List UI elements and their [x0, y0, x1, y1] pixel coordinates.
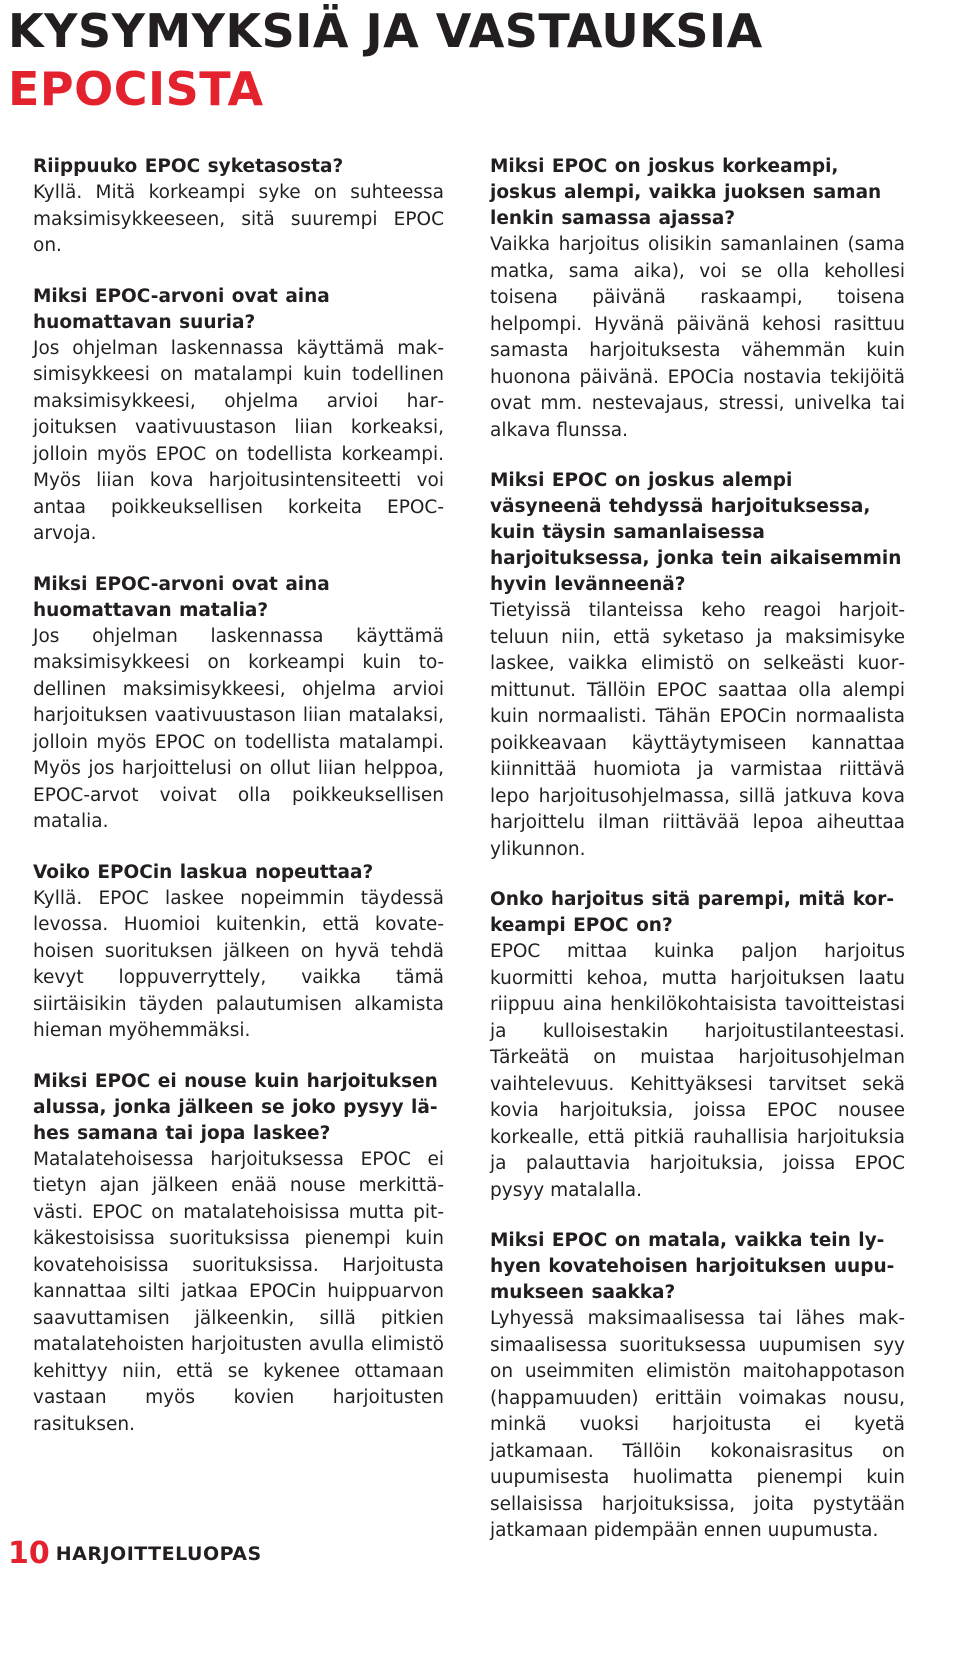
question: Miksi EPOC-arvoni ovat aina huomattavan suuria?: [33, 285, 330, 333]
question: Onko harjoitus sitä parempi, mitä korkeampi EPOC on?: [490, 889, 895, 936]
question: Miksi EPOC-arvoni ovat aina huomattavan matalia?: [33, 573, 330, 621]
qa-item: [490, 887, 905, 1204]
answer: Jos ohjelman laskennassa käyttämä maksimisykkeesi on korkeampi kuin todellinen maksimisykkeesi, ohjelma arvioi harjoituksen vaativuustason liian matalaksi, jolloin myös EPOC on todellista matalampi. Myös jos harjoittelusi on ollut liian helppoa, EPOC-arvot voivat olla poikkeuksellisen matalia.: [33, 625, 444, 832]
question: Voiko EPOCin laskua nopeuttaa?: [33, 861, 374, 883]
qa-item: [33, 860, 444, 1045]
answer: Lyhyessä maksimaalisessa tai lähes maksimaalisessa suorituksessa uupumisen syy on useimmiten elimistön maitohappotason (happamuuden) erittäin voimakas nousu, minkä vuoksi harjoitusta ei kyetä jatkamaan. Tällöin kokonaisrasitus on uupumisesta huolimatta pienempi kuin sellaisissa harjoituksissa, joita pystytään jatkamaan pidempään ennen uupumusta.: [490, 1308, 905, 1541]
qa-item: [490, 1228, 905, 1545]
qa-item: [33, 1069, 444, 1439]
qa-item: [33, 154, 444, 260]
answer: EPOC mittaa kuinka paljon harjoitus kuormitti kehoa, mutta harjoituksen laatu riippuu aina henkilökohtaisista tavoitteistasi ja kulloisestakin harjoitustilanteestasi. Tärkeätä on muistaa harjoitusohjelman vaihtelevuus. Kehittyäksesi tarvitset sekä kovia harjoituksia, joissa EPOC nousee korkealle, että pitkiä rauhallisia harjoituksia ja palauttavia harjoituksia, joissa EPOC pysyy matalalla.: [490, 941, 905, 1201]
answer: Kyllä. EPOC laskee nopeimmin täydessä levossa. Huomioi kuitenkin, että kovatehoisen suorituksen jälkeen on hyvä tehdä kevyt loppuverryttely, vaikka tämä siirtäisikin täyden palautumisen alkamista hieman myöhemmäksi.: [33, 887, 444, 1041]
answer: Vaikka harjoitus olisikin samanlainen (sama matka, sama aika), voi se olla kehollesi toisena päivänä raskaampi, toisena helpompi. Hyvänä päivänä kehosi rasittuu samasta harjoituksesta vähemmän kuin huonona päivänä. EPOCia nostavia tekijöitä ovat mm. nestevajaus, stressi, univelka tai alkava flunssa.: [490, 234, 905, 441]
answer: Jos ohjelman laskennassa käyttämä maksimisykkeesi on matalampi kuin todellinen maksimisykkeesi, ohjelma arvioi harjoituksen vaativuustason liian korkeaksi, jolloin myös EPOC on todellista korkeampi. Myös liian kova harjoitusintensiteetti voi antaa poikkeuksellisen korkeita EPOC-arvoja.: [33, 337, 444, 544]
qa-item: [490, 154, 905, 444]
question: Miksi EPOC ei nouse kuin harjoituksen alussa, jonka jälkeen se joko pysyy lähes samana tai jopa laskee?: [33, 1070, 438, 1144]
qa-item: [33, 284, 444, 548]
answer: Tietyissä tilanteissa keho reagoi harjoitteluun niin, että syketaso ja maksimisyke laskee, vaikka elimistö on selkeästi kuormittunut. Tällöin EPOC saattaa olla alempi kuin normaalisti. Tähän EPOCin normaalista poikkeavaan käyttäytymiseen kannattaa kiinnittää huomiota ja varmistaa riittävä lepo harjoitusohjelmassa, sillä jatkuva kova harjoittelu ilman riittävää lepoa aiheuttaa ylikunnon.: [490, 600, 905, 860]
question: Miksi EPOC on joskus alempi väsyneenä tehdyssä harjoituksessa, kuin täysin samanlaisessa harjoituksessa, jonka tein aikaisemmin hyvin levänneenä?: [490, 470, 902, 595]
question: Riippuuko EPOC syketasosta?: [33, 156, 344, 177]
publication-name: HARJOITTELUOPAS: [55, 1543, 262, 1565]
page-footer: [8, 1534, 262, 1574]
question: Miksi EPOC on matala, vaikka tein lyhyen kovatehoisen harjoituksen uupumukseen saakka?: [490, 1230, 895, 1303]
qa-item: [33, 572, 444, 836]
title-line-2: EPOCISTA: [8, 62, 264, 116]
question: Miksi EPOC on joskus korkeampi, joskus alempi, vaikka juoksen saman lenkin samassa ajassa?: [490, 156, 882, 229]
qa-item: [490, 468, 905, 863]
answer: Matalatehoisessa harjoituksessa EPOC ei tietyn ajan jälkeen enää nouse merkittävästi. EPOC on matalatehoisissa mutta pitkäkestoisissa suorituksissa pienempi kuin kovatehoisissa suorituksissa. Harjoitusta kannattaa silti jatkaa EPOCin huippuarvon saavuttamisen jälkeenkin, sillä pitkien matalatehoisten harjoitusten avulla elimistö kehittyy niin, että se kykenee ottamaan vastaan myös kovien harjoitusten rasituksen.: [33, 1148, 444, 1435]
answer: Kyllä. Mitä korkeampi syke on suhteessa maksimisykkeeseen, sitä suurempi EPOC on.: [33, 182, 444, 256]
right-column: [490, 154, 905, 1569]
left-column: [33, 154, 444, 1462]
page-title: [8, 2, 763, 118]
page-number: 10: [8, 1536, 50, 1571]
title-line-1: KYSYMYKSIÄ JA VASTAUKSIA: [8, 4, 763, 58]
